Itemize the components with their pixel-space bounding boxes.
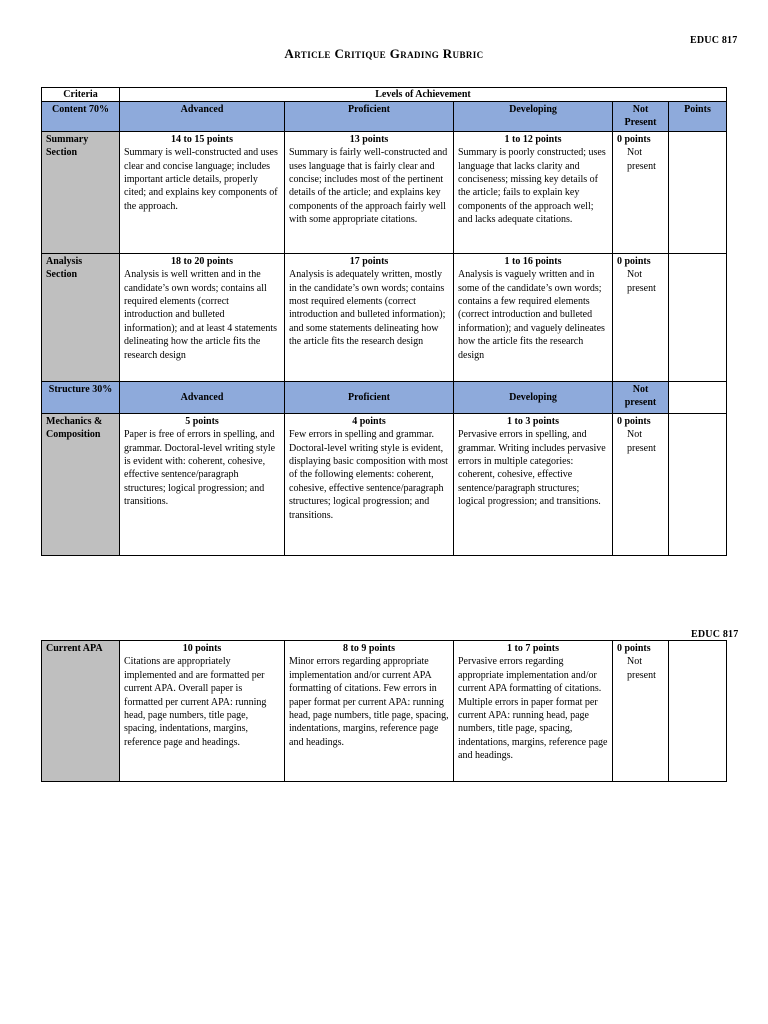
description: Summary is fairly well-constructed and uses language that is fairly clear and concise; includes most of the pertinent details of the article; and explains key components of the approach fairly well with some appropriate citations. <box>289 147 448 226</box>
cell-advanced <box>120 253 285 381</box>
level-advanced: Advanced <box>120 102 285 132</box>
level-proficient: Proficient <box>285 381 454 413</box>
description: Not present <box>627 429 656 454</box>
points-value: 8 to 9 points <box>343 643 395 654</box>
points-value: 0 points <box>617 415 651 427</box>
criteria-header: Criteria <box>42 88 120 102</box>
points-value: 1 to 7 points <box>507 643 559 654</box>
points-value: 10 points <box>182 643 222 654</box>
cell-advanced <box>120 413 285 555</box>
points-value: 1 to 16 points <box>504 255 562 267</box>
blank-header-cell <box>669 381 727 413</box>
cell-advanced <box>120 131 285 253</box>
level-developing: Developing <box>454 102 613 132</box>
points-value: 17 points <box>349 255 389 267</box>
course-code: EDUC 817 <box>691 629 739 640</box>
content-weight-label: Content 70% <box>42 102 120 132</box>
points-value: 18 to 20 points <box>171 255 233 267</box>
level-proficient: Proficient <box>285 102 454 132</box>
points-entry-cell <box>669 413 727 555</box>
criterion-summary: Summary Section <box>42 131 120 253</box>
rubric-table-continued <box>41 640 727 782</box>
level-not-present: Not Present <box>613 102 669 132</box>
description: Minor errors regarding appropriate implementation and/or current APA formatting of citations. Few errors in paper format per current APA: running head, page numbers, title page, spacing, indentations, margins, reference page and headings. <box>289 656 449 748</box>
cell-developing <box>454 413 613 555</box>
description: Pervasive errors in spelling, and grammar. Writing includes pervasive errors in multiple categories: coherent, cohesive, effective sentence/paragraph structures; logical progression; and transitions. <box>458 429 606 508</box>
description: Not present <box>627 656 656 681</box>
description: Paper is free of errors in spelling, and grammar. Doctoral-level writing style is evident with: coherent, cohesive, effective sentence/paragraph structures; logical progression; and transitions. <box>124 429 276 508</box>
description: Analysis is adequately written, mostly in the candidate’s own words; contains most required elements (correct introduction and bulleted information); and some statements delineating how the article fits the research design <box>289 269 446 348</box>
cell-proficient <box>285 413 454 555</box>
points-value: 4 points <box>352 415 386 427</box>
points-value: 0 points <box>617 133 651 145</box>
rubric-table <box>41 87 727 556</box>
description: Not present <box>627 147 656 172</box>
description: Not present <box>627 269 656 294</box>
points-entry-cell <box>669 131 727 253</box>
description: Summary is well-constructed and uses clear and concise language; includes important article details, properly cited; and explains key components of the approach. <box>124 147 278 212</box>
points-value: 1 to 12 points <box>504 133 562 145</box>
table-row-apa <box>42 641 727 782</box>
points-entry-cell <box>669 253 727 381</box>
level-developing: Developing <box>454 381 613 413</box>
cell-not-present <box>613 641 669 782</box>
criterion-analysis: Analysis Section <box>42 253 120 381</box>
criterion-mechanics: Mechanics & Composition <box>42 413 120 555</box>
levels-header: Levels of Achievement <box>120 88 727 102</box>
description: Analysis is vaguely written and in some of the candidate’s own words; contains a few required elements (correct introduction and bulleted information); and vaguely delineates how the article fits the research design <box>458 269 605 361</box>
cell-developing <box>454 641 613 782</box>
table-row-mechanics <box>42 413 727 555</box>
points-value: 14 to 15 points <box>171 133 233 145</box>
points-value: 0 points <box>617 255 651 267</box>
points-value: 0 points <box>617 643 651 654</box>
criterion-apa: Current APA <box>42 641 120 782</box>
table-row-analysis <box>42 253 727 381</box>
description: Analysis is well written and in the candidate’s own words; contains all required elements (correct introduction and bulleted information); and at least 4 statements delineating how the article fits the research design <box>124 269 278 361</box>
cell-not-present <box>613 131 669 253</box>
cell-advanced <box>120 641 285 782</box>
description: Few errors in spelling and grammar. Doctoral-level writing style is evident, displaying basic composition with most of the following elements: coherent, cohesive, effective sentence/paragraph structures; logical progression; and transitions. <box>289 429 448 521</box>
level-advanced: Advanced <box>120 381 285 413</box>
points-value: 13 points <box>349 133 389 145</box>
description: Citations are appropriately implemented and are formatted per current APA. Overall paper is formatted per current APA: running head, page numbers, title page, spacing, indentations, margins, reference page and headings. <box>124 656 267 748</box>
points-value: 1 to 3 points <box>507 415 559 427</box>
cell-proficient <box>285 641 454 782</box>
cell-proficient <box>285 131 454 253</box>
cell-proficient <box>285 253 454 381</box>
table-header-row <box>42 88 727 102</box>
table-row-summary <box>42 131 727 253</box>
document-title: Article Critique Grading Rubric <box>284 46 484 61</box>
course-code: EDUC 817 <box>690 35 738 46</box>
structure-section-header <box>42 381 727 413</box>
cell-developing <box>454 131 613 253</box>
level-points: Points <box>669 102 727 132</box>
cell-not-present <box>613 413 669 555</box>
structure-weight-label: Structure 30% <box>42 381 120 413</box>
cell-developing <box>454 253 613 381</box>
points-entry-cell <box>669 641 727 782</box>
content-section-header <box>42 102 727 132</box>
description: Summary is poorly constructed; uses language that lacks clarity and conciseness; missing key details of the article; fails to explain key components of the approach well; and lacks adequate citations. <box>458 147 606 226</box>
points-value: 5 points <box>185 415 219 427</box>
cell-not-present <box>613 253 669 381</box>
level-not-present: Not present <box>613 381 669 413</box>
description: Pervasive errors regarding appropriate implementation and/or current APA formatting of citations. Multiple errors in paper format per current APA: running head, page numbers, title page, spacing, indentations, margins, reference page and headings. <box>458 656 608 762</box>
